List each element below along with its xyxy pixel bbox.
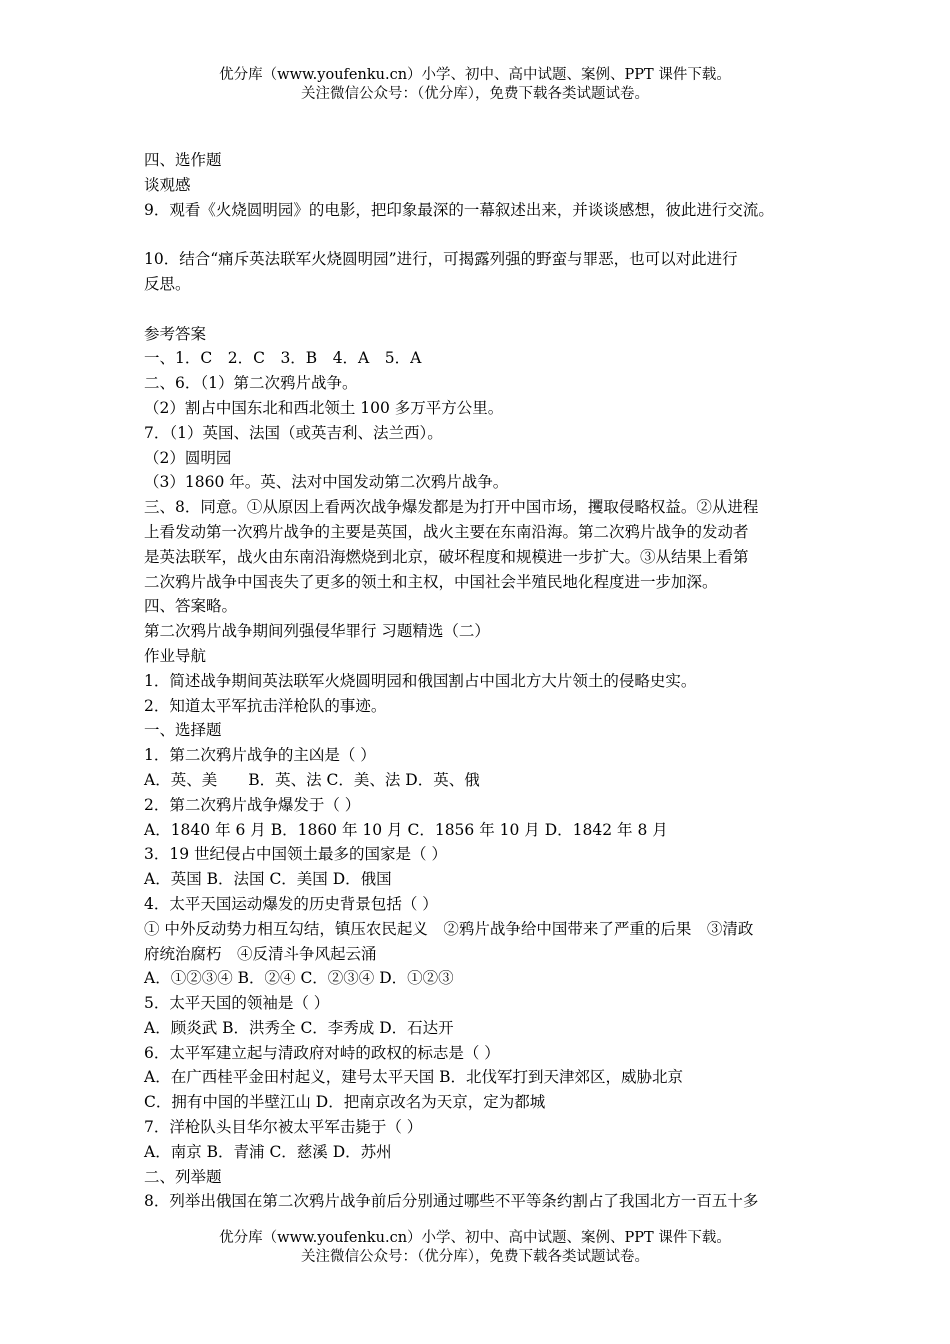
answers-title: 参考答案 (144, 324, 207, 343)
section-title: 四、选作题 (144, 151, 222, 169)
choice-question-4-items-1: ① 中外反动势力相互勾结，镇压农民起义 ②鸦片战争给中国带来了严重的后果 ③清政 (144, 919, 754, 938)
answer-8-line-1: 三、8．同意。①从原因上看两次战争爆发都是为打开中国市场，攫取侵略权益。②从进程 (144, 498, 759, 517)
question-9: 9．观看《火烧圆明园》的电影，把印象最深的一幕叙述出来，并谈谈感想，彼此进行交流。 (144, 200, 774, 219)
page-footer (0, 1229, 950, 1267)
answer-8-line-4: 二次鸦片战争中国丧失了更多的领土和主权，中国社会半殖民地化程度进一步加深。 (144, 572, 718, 591)
answer-8-line-3: 是英法联军，战火由东南沿海燃烧到北京，破坏程度和规模进一步扩大。③从结果上看第 (144, 547, 749, 566)
choice-question-6: 6．太平军建立起与清政府对峙的政权的标志是（ ） (144, 1043, 500, 1062)
choice-question-4-options: A．①②③④ B．②④ C．②③④ D．①②③ (144, 969, 454, 988)
list-section-title: 二、列举题 (144, 1167, 222, 1186)
choice-question-3: 3．19 世纪侵占中国领土最多的国家是（ ） (144, 845, 447, 864)
choice-question-2-options: A．1840 年 6 月 B．1860 年 10 月 C．1856 年 10 月 D．1842 年 8 月 (144, 820, 668, 839)
answer-7-2: （2）圆明园 (144, 448, 232, 467)
part-2-title: 第二次鸦片战争期间列强侵华罪行 习题精选（二） (144, 622, 490, 641)
choice-question-2: 2．第二次鸦片战争爆发于（ ） (144, 795, 361, 814)
choice-question-3-options: A．英国 B．法国 C．美国 D．俄国 (144, 870, 392, 889)
choice-question-1-options: A．英、美 B．英、法 C．美、法 D．英、俄 (144, 770, 480, 789)
choice-question-1: 1．第二次鸦片战争的主凶是（ ） (144, 746, 376, 765)
choice-section-title: 一、选择题 (144, 721, 222, 740)
homework-guide-title: 作业导航 (144, 646, 207, 665)
choice-question-4-items-2: 府统治腐朽 ④反清斗争风起云涌 (144, 944, 377, 963)
list-question-8: 8．列举出俄国在第二次鸦片战争前后分别通过哪些不平等条约割占了我国北方一百五十多 (144, 1192, 759, 1211)
choice-question-6-options-2: C．拥有中国的半壁江山 D．把南京改名为天京，定为都城 (144, 1093, 546, 1112)
answer-section-4: 四、答案略。 (144, 597, 238, 616)
guide-item-1: 1．简述战争期间英法联军火烧圆明园和俄国割占中国北方大片领土的侵略史实。 (144, 671, 697, 690)
guide-item-2: 2．知道太平军抗击洋枪队的事迹。 (144, 696, 387, 715)
answer-6: 二、6．（1）第二次鸦片战争。 (144, 374, 358, 393)
question-10-line-1: 10．结合“痛斥英法联军火烧圆明园”进行，可揭露列强的野蛮与罪恶，也可以对此进行 (144, 250, 738, 269)
document-body (144, 148, 824, 1214)
choice-question-7: 7．洋枪队头目华尔被太平军击毙于（ ） (144, 1118, 423, 1137)
answer-7: 7．（1）英国、法国（或英吉利、法兰西）。 (144, 423, 443, 442)
answer-8-line-2: 上看发动第一次鸦片战争的主要是英国，战火主要在东南沿海。第二次鸦片战争的发动者 (144, 522, 749, 541)
choice-question-4: 4．太平天国运动爆发的历史背景包括（ ） (144, 894, 438, 913)
question-10-line-2: 反思。 (144, 274, 191, 293)
page-header (0, 66, 950, 104)
section-subtitle: 谈观感 (144, 175, 191, 194)
header-line-2: 关注微信公众号：（优分库），免费下载各类试题试卷。 (301, 86, 649, 102)
footer-line-2: 关注微信公众号：（优分库），免费下载各类试题试卷。 (301, 1249, 649, 1265)
choice-question-5: 5．太平天国的领袖是（ ） (144, 994, 330, 1013)
answer-6-2: （2）割占中国东北和西北领土 100 多万平方公里。 (144, 398, 504, 417)
choice-question-7-options: A．南京 B．青浦 C．慈溪 D．苏州 (144, 1142, 392, 1161)
answer-1-5: 一、1．C 2．C 3．B 4．A 5．A (144, 349, 422, 368)
answer-7-3: （3）1860 年。英、法对中国发动第二次鸦片战争。 (144, 473, 509, 492)
footer-line-1: 优分库（www.youfenku.cn）小学、初中、高中试题、案例、PPT 课件下载。 (219, 1230, 731, 1246)
choice-question-5-options: A．顾炎武 B．洪秀全 C．李秀成 D．石达开 (144, 1018, 454, 1037)
header-line-1: 优分库（www.youfenku.cn）小学、初中、高中试题、案例、PPT 课件下载。 (219, 67, 731, 83)
choice-question-6-options-1: A．在广西桂平金田村起义，建号太平天国 B．北伐军打到天津郊区，威胁北京 (144, 1068, 684, 1087)
